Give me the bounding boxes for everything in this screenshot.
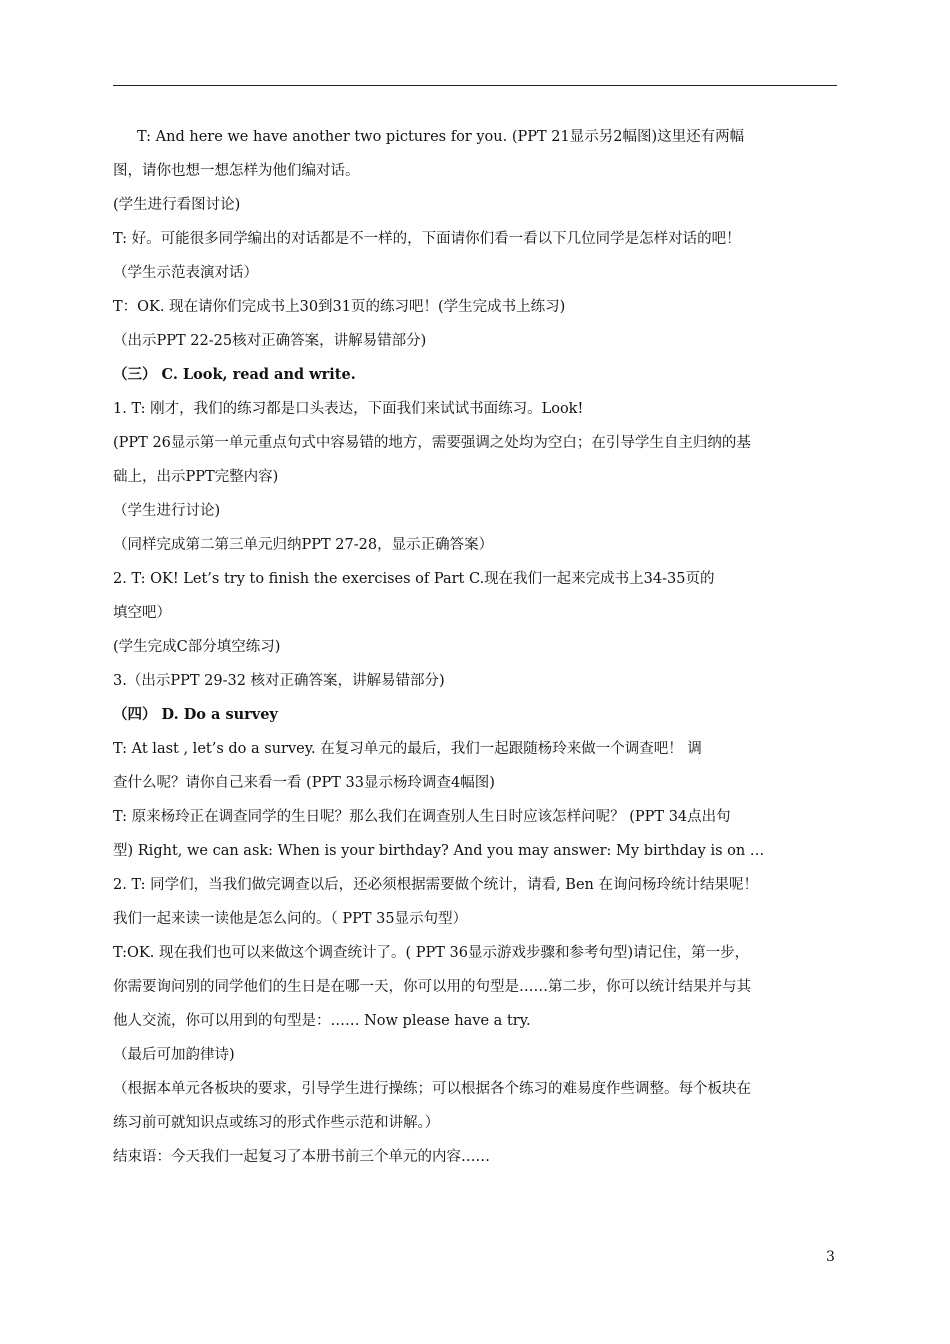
text-line: 填空吧） <box>113 605 171 621</box>
text-line: 结束语：今天我们一起复习了本册书前三个单元的内容…… <box>113 1149 490 1165</box>
text-line: T:OK. 现在我们也可以来做这个调查统计了。( PPT 36显示游戏步骤和参考句型)请记住，第一步， <box>113 945 750 961</box>
text-line: (学生进行看图讨论) <box>113 197 241 213</box>
text-line: （根据本单元各板块的要求，引导学生进行操练；可以根据各个练习的难易度作些调整。每个板块在 <box>113 1081 751 1097</box>
text-line: （最后可加韵律诗) <box>113 1047 235 1063</box>
text-line: T: 原来杨玲正在调查同学的生日呢？那么我们在调查别人生日时应该怎样问呢？ (PPT 34点出句 <box>113 809 731 825</box>
text-line: 2. T: OK! Let’s try to finish the exercises of Part C.现在我们一起来完成书上34-35页的 <box>113 571 715 587</box>
text-line: T: At last , let’s do a survey. 在复习单元的最后，我们一起跟随杨玲来做一个调查吧！ 调 <box>113 741 702 757</box>
text-line: 型) Right, we can ask: When is your birthday? And you may answer: My birthday is on … <box>113 843 765 859</box>
text-line: 我们一起来读一读他是怎么问的。（ PPT 35显示句型） <box>113 911 468 927</box>
text-line: (PPT 26显示第一单元重点句式中容易错的地方，需要强调之处均为空白；在引导学生自主归纳的基 <box>113 435 751 451</box>
text-line: T: And here we have another two pictures for you. (PPT 21显示另2幅图)这里还有两幅 <box>137 129 745 145</box>
text-line: 3.（出示PPT 29-32 核对正确答案，讲解易错部分) <box>113 673 445 689</box>
text-line: 图，请你也想一想怎样为他们编对话。 <box>113 163 360 179</box>
text-line: T: 好。可能很多同学编出的对话都是不一样的，下面请你们看一看以下几位同学是怎样对话的吧！ <box>113 231 741 247</box>
text-line: （学生进行讨论) <box>113 503 221 519</box>
text-line: （同样完成第二第三单元归纳PPT 27-28，显示正确答案） <box>113 537 494 553</box>
text-line: 1. T: 刚才，我们的练习都是口头表达，下面我们来试试书面练习。Look! <box>113 401 584 417</box>
page-number: 3 <box>826 1249 835 1265</box>
text-line: （学生示范表演对话） <box>113 265 258 281</box>
section-heading: （三） C. Look, read and write. <box>113 366 356 383</box>
text-line: 础上，出示PPT完整内容) <box>113 469 279 485</box>
section-heading: （四） D. Do a survey <box>113 706 278 723</box>
text-line: T：OK. 现在请你们完成书上30到31页的练习吧！(学生完成书上练习) <box>113 299 566 315</box>
text-line: 2. T: 同学们，当我们做完调查以后，还必须根据需要做个统计，请看, Ben 在询问杨玲统计结果呢！ <box>113 877 758 893</box>
text-line: 查什么呢？请你自己来看一看 (PPT 33显示杨玲调查4幅图) <box>113 775 495 791</box>
text-line: （出示PPT 22-25核对正确答案，讲解易错部分) <box>113 333 427 349</box>
header-rule <box>113 85 837 86</box>
text-line: 他人交流，你可以用到的句型是：…… Now please have a try. <box>113 1013 531 1029</box>
document-body <box>113 120 849 1174</box>
text-line: 练习前可就知识点或练习的形式作些示范和讲解。） <box>113 1115 440 1131</box>
text-line: 你需要询问别的同学他们的生日是在哪一天，你可以用的句型是……第二步，你可以统计结果并与其 <box>113 979 751 995</box>
text-line: (学生完成C部分填空练习) <box>113 639 281 655</box>
